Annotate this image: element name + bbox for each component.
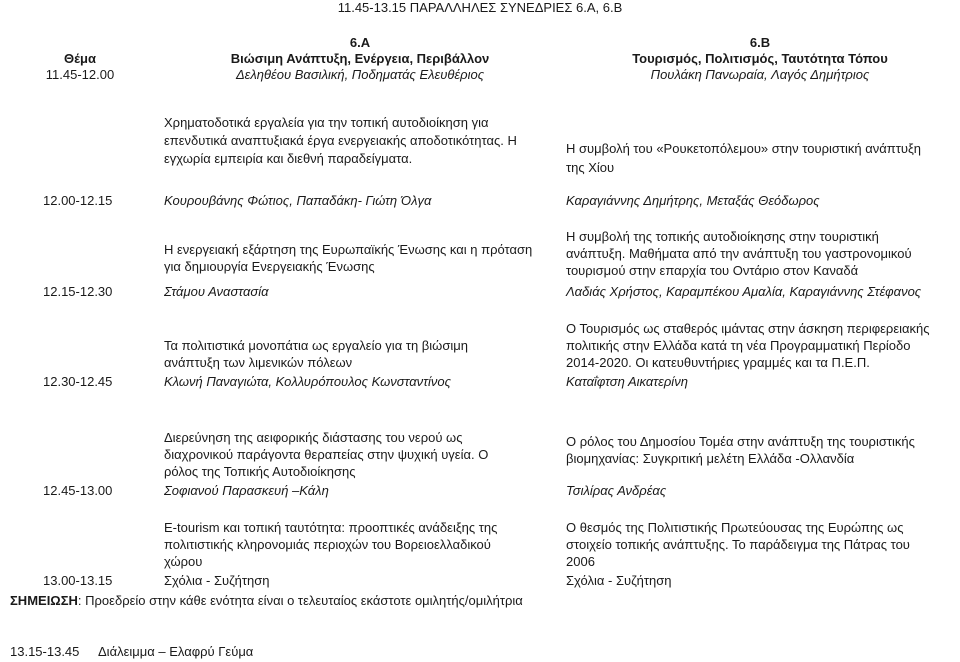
- talk-line: ανάπτυξη των λιμενικών πόλεων: [164, 355, 353, 370]
- slot-time: 11.45-12.00: [45, 67, 115, 82]
- theme-b: Τουρισμός, Πολιτισμός, Ταυτότητα Τόπου: [632, 51, 888, 66]
- talk-line: βιομηχανίας: Συγκριτική μελέτη Ελλάδα -Ολλανδία: [566, 451, 855, 466]
- slot-chairs-a: Κουρουβάνης Φώτιος, Παπαδάκη- Γιώτη Όλγα: [164, 193, 432, 208]
- slot-time: 12.30-12.45: [43, 374, 113, 389]
- note: [10, 593, 523, 609]
- talk-b: [566, 228, 912, 279]
- talk-a: [164, 519, 497, 570]
- slot-chairs-b: Καραγιάννης Δημήτρης, Μεταξάς Θεόδωρος: [566, 193, 820, 208]
- talk-line: Η συμβολή του «Ρουκετοπόλεμου» στην τουριστική ανάπτυξη: [566, 141, 922, 156]
- talk-line: 2006: [566, 554, 595, 569]
- slot-chairs-b: Τσιλίρας Ανδρέας: [566, 483, 667, 498]
- talk-line: εγχωρία εμπειρία και διεθνή παραδείγματα.: [164, 151, 413, 166]
- slot-chairs-a: Δεληθέου Βασιλική, Ποδηματάς Ελευθέριος: [235, 67, 485, 82]
- talk-line: για δημιουργία Ενεργειακής Ένωσης: [164, 259, 375, 274]
- talk-line: πολιτικής στην Ελλάδα κατά τη νέα Προγραμματική Περίοδο: [566, 338, 911, 353]
- slot-time: 12.15-12.30: [43, 284, 113, 299]
- note-label: ΣΗΜΕΙΩΣΗ: [10, 593, 78, 608]
- talk-line: 2014-2020. Οι κατευθυντήριες γραμμές και τα Π.Ε.Π.: [566, 355, 870, 370]
- break-label: Διάλειμμα – Ελαφρύ Γεύμα: [98, 644, 254, 659]
- slot-chairs-b: Λαδιάς Χρήστος, Καραμπέκου Αμαλία, Καραγιάννης Στέφανος: [566, 284, 922, 299]
- talk-b: [566, 139, 921, 177]
- theme-label: Θέμα: [64, 51, 96, 66]
- talk-a: [164, 429, 488, 480]
- talk-line: Τα πολιτιστικά μονοπάτια ως εργαλείο για τη βιώσιμη: [164, 338, 468, 353]
- column-b-number: 6.Β: [749, 35, 771, 50]
- discussion-b: Σχόλια - Συζήτηση: [566, 573, 672, 588]
- talk-line: επενδυτικά αναπτυξιακά έργα ενεργειακής αποδοτικότητας. Η: [164, 133, 517, 148]
- talk-line: ανάπτυξη. Μαθήματα από την ανάπτυξη του γαστρονομικού: [566, 246, 912, 261]
- talk-b: [566, 433, 915, 467]
- talk-line: Η συμβολή της τοπικής αυτοδιοίκησης στην τουριστική: [566, 229, 879, 244]
- slot-time: 12.00-12.15: [43, 193, 113, 208]
- break-time: 13.15-13.45: [10, 644, 80, 659]
- slot-chairs-a: Κλωνή Παναγιώτα, Κολλυρόπουλος Κωνσταντίνος: [164, 374, 451, 389]
- slot-time: 12.45-13.00: [43, 483, 113, 498]
- talk-a: [164, 241, 532, 275]
- talk-line: Ο Τουρισμός ως σταθερός ιμάντας στην άσκηση περιφερειακής: [566, 321, 930, 336]
- talk-line: διαχρονικού παράγοντα θεραπείας στην ψυχική υγεία. Ο: [164, 447, 489, 462]
- talk-line: E-tourism και τοπική ταυτότητα: προοπτικές ανάδειξης της: [164, 520, 498, 535]
- slot-chairs-b: Πουλάκη Πανωραία, Λαγός Δημήτριος: [650, 67, 870, 82]
- column-a-number: 6.Α: [349, 35, 371, 50]
- slot-chairs-b: Καταΐφτση Αικατερίνη: [566, 374, 688, 389]
- talk-b: [566, 320, 930, 371]
- talk-line: της Χίου: [566, 160, 615, 175]
- discussion-time: 13.00-13.15: [43, 573, 113, 588]
- discussion-a: Σχόλια - Συζήτηση: [164, 573, 270, 588]
- talk-line: Ο ρόλος του Δημοσίου Τομέα στην ανάπτυξη της τουριστικής: [566, 434, 915, 449]
- slot-chairs-a: Σοφιανού Παρασκευή –Κάλη: [164, 483, 329, 498]
- theme-a: Βιώσιμη Ανάπτυξη, Ενέργεια, Περιβάλλον: [230, 51, 490, 66]
- talk-a: [164, 114, 517, 168]
- talk-line: πολιτιστικής κληρονομιάς περιοχών του Βορειοελλαδικού: [164, 537, 491, 552]
- talk-line: τουρισμού στην επαρχία του Οντάριο στον Καναδά: [566, 263, 859, 278]
- note-text: : Προεδρείο στην κάθε ενότητα είναι ο τελευταίος εκάστοτε ομιλητής/ομιλήτρια: [77, 593, 523, 608]
- talk-a: [164, 337, 468, 371]
- page-title: 11.45-13.15 ΠΑΡΑΛΛΗΛΕΣ ΣΥΝΕΔΡΙΕΣ 6.Α, 6.Β: [337, 0, 623, 15]
- talk-line: στοιχείο τοπικής ανάπτυξης. Το παράδειγμα της Πάτρας του: [566, 537, 910, 552]
- talk-line: Η ενεργειακή εξάρτηση της Ευρωπαϊκής Ένωσης και η πρόταση: [164, 242, 533, 257]
- talk-line: χώρου: [164, 554, 203, 569]
- talk-line: Ο θεσμός της Πολιτιστικής Πρωτεύουσας της Ευρώπης ως: [566, 520, 904, 535]
- slot-chairs-a: Στάμου Αναστασία: [164, 284, 269, 299]
- talk-line: ρόλος της Τοπικής Αυτοδιοίκησης: [164, 464, 356, 479]
- talk-line: Διερεύνηση της αειφορικής διάστασης του νερού ως: [164, 430, 463, 445]
- talk-b: [566, 519, 910, 570]
- talk-line: Χρηματοδοτικά εργαλεία για την τοπική αυτοδιοίκηση για: [164, 115, 489, 130]
